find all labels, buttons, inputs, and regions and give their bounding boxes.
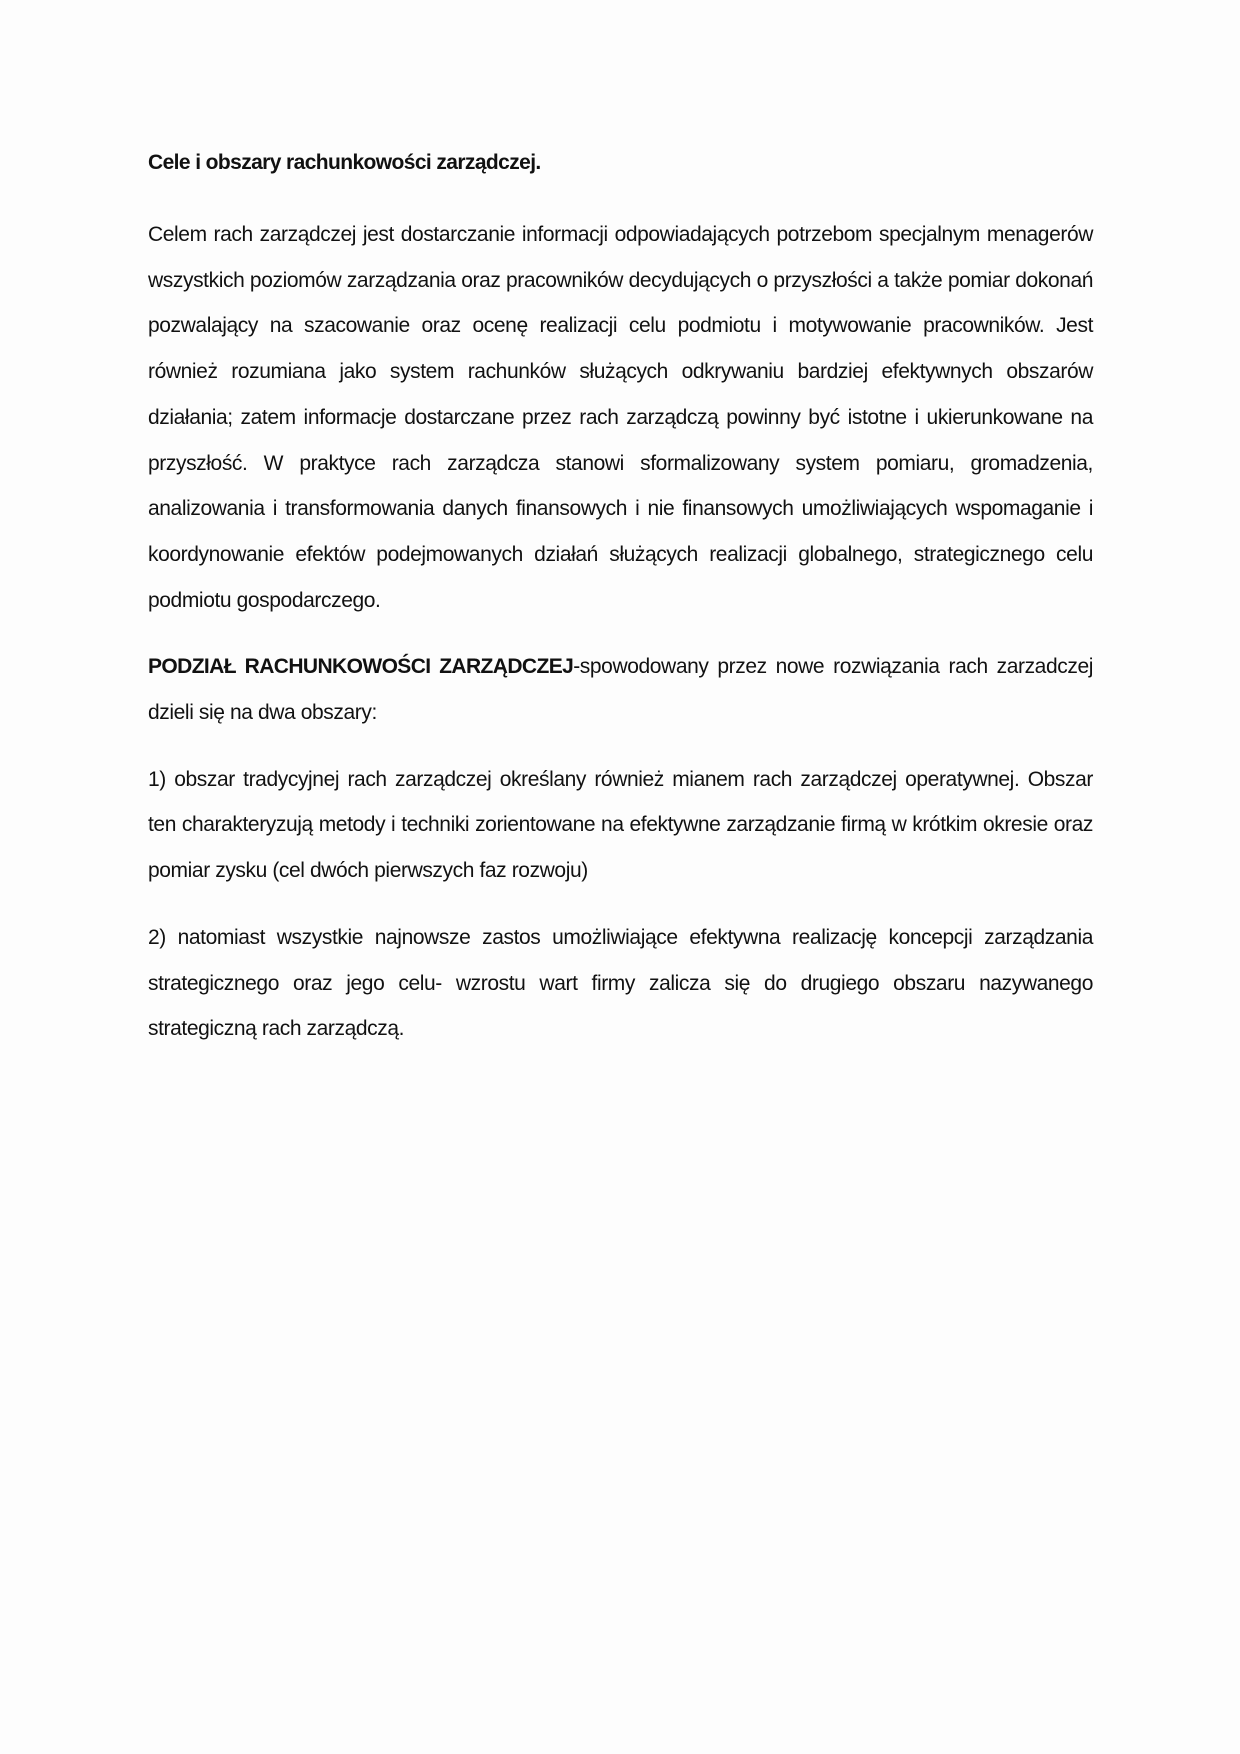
paragraph-area-2: 2) natomiast wszystkie najnowsze zastos umożliwiające efektywna realizację koncepcji zarządzania strategicznego oraz jego celu- wzrostu wart firmy zalicza się do drugiego obszaru nazywanego strategiczną rach zarządczą. <box>148 925 1093 1041</box>
paragraph-goals: Celem rach zarządczej jest dostarczanie informacji odpowiadających potrzebom specjalnym menagerów wszystkich poziomów zarządzania oraz pracowników decydujących o przyszłości a także pomiar dokonań pozwalający na szacowanie oraz ocenę realizacji celu podmiotu i motywowanie pracowników. Jest również rozumiana jako system rachunków służących odkrywaniu bardziej efektywnych obszarów działania; zatem informacje dostarczane przez rach zarządczą powinny być istotne i ukierunkowane na przyszłość. W praktyce rach zarządcza stanowi sformalizowany system pomiaru, gromadzenia, analizowania i transformowania danych finansowych i nie finansowych umożliwiających wspomaganie i koordynowanie efektów podejmowanych działań służących realizacji globalnego, strategicznego celu podmiotu gospodarczego. <box>148 223 1093 612</box>
paragraph-division <box>148 644 1093 735</box>
paragraph-area-1: 1) obszar tradycyjnej rach zarządczej określany również mianem rach zarządczej operatywnej. Obszar ten charakteryzują metody i techniki zorientowane na efektywne zarządzanie firmą w krótkim okresie oraz pomiar zysku (cel dwóch pierwszych faz rozwoju) <box>148 767 1093 883</box>
division-text: -spowodowany przez nowe rozwiązania rach zarzadczej dzieli się na dwa obszary: <box>148 655 1093 725</box>
document-title: Cele i obszary rachunkowości zarządczej. <box>148 151 541 174</box>
division-heading: PODZIAŁ RACHUNKOWOŚCI ZARZĄDCZEJ <box>148 655 574 679</box>
document-body <box>148 146 1093 1073</box>
